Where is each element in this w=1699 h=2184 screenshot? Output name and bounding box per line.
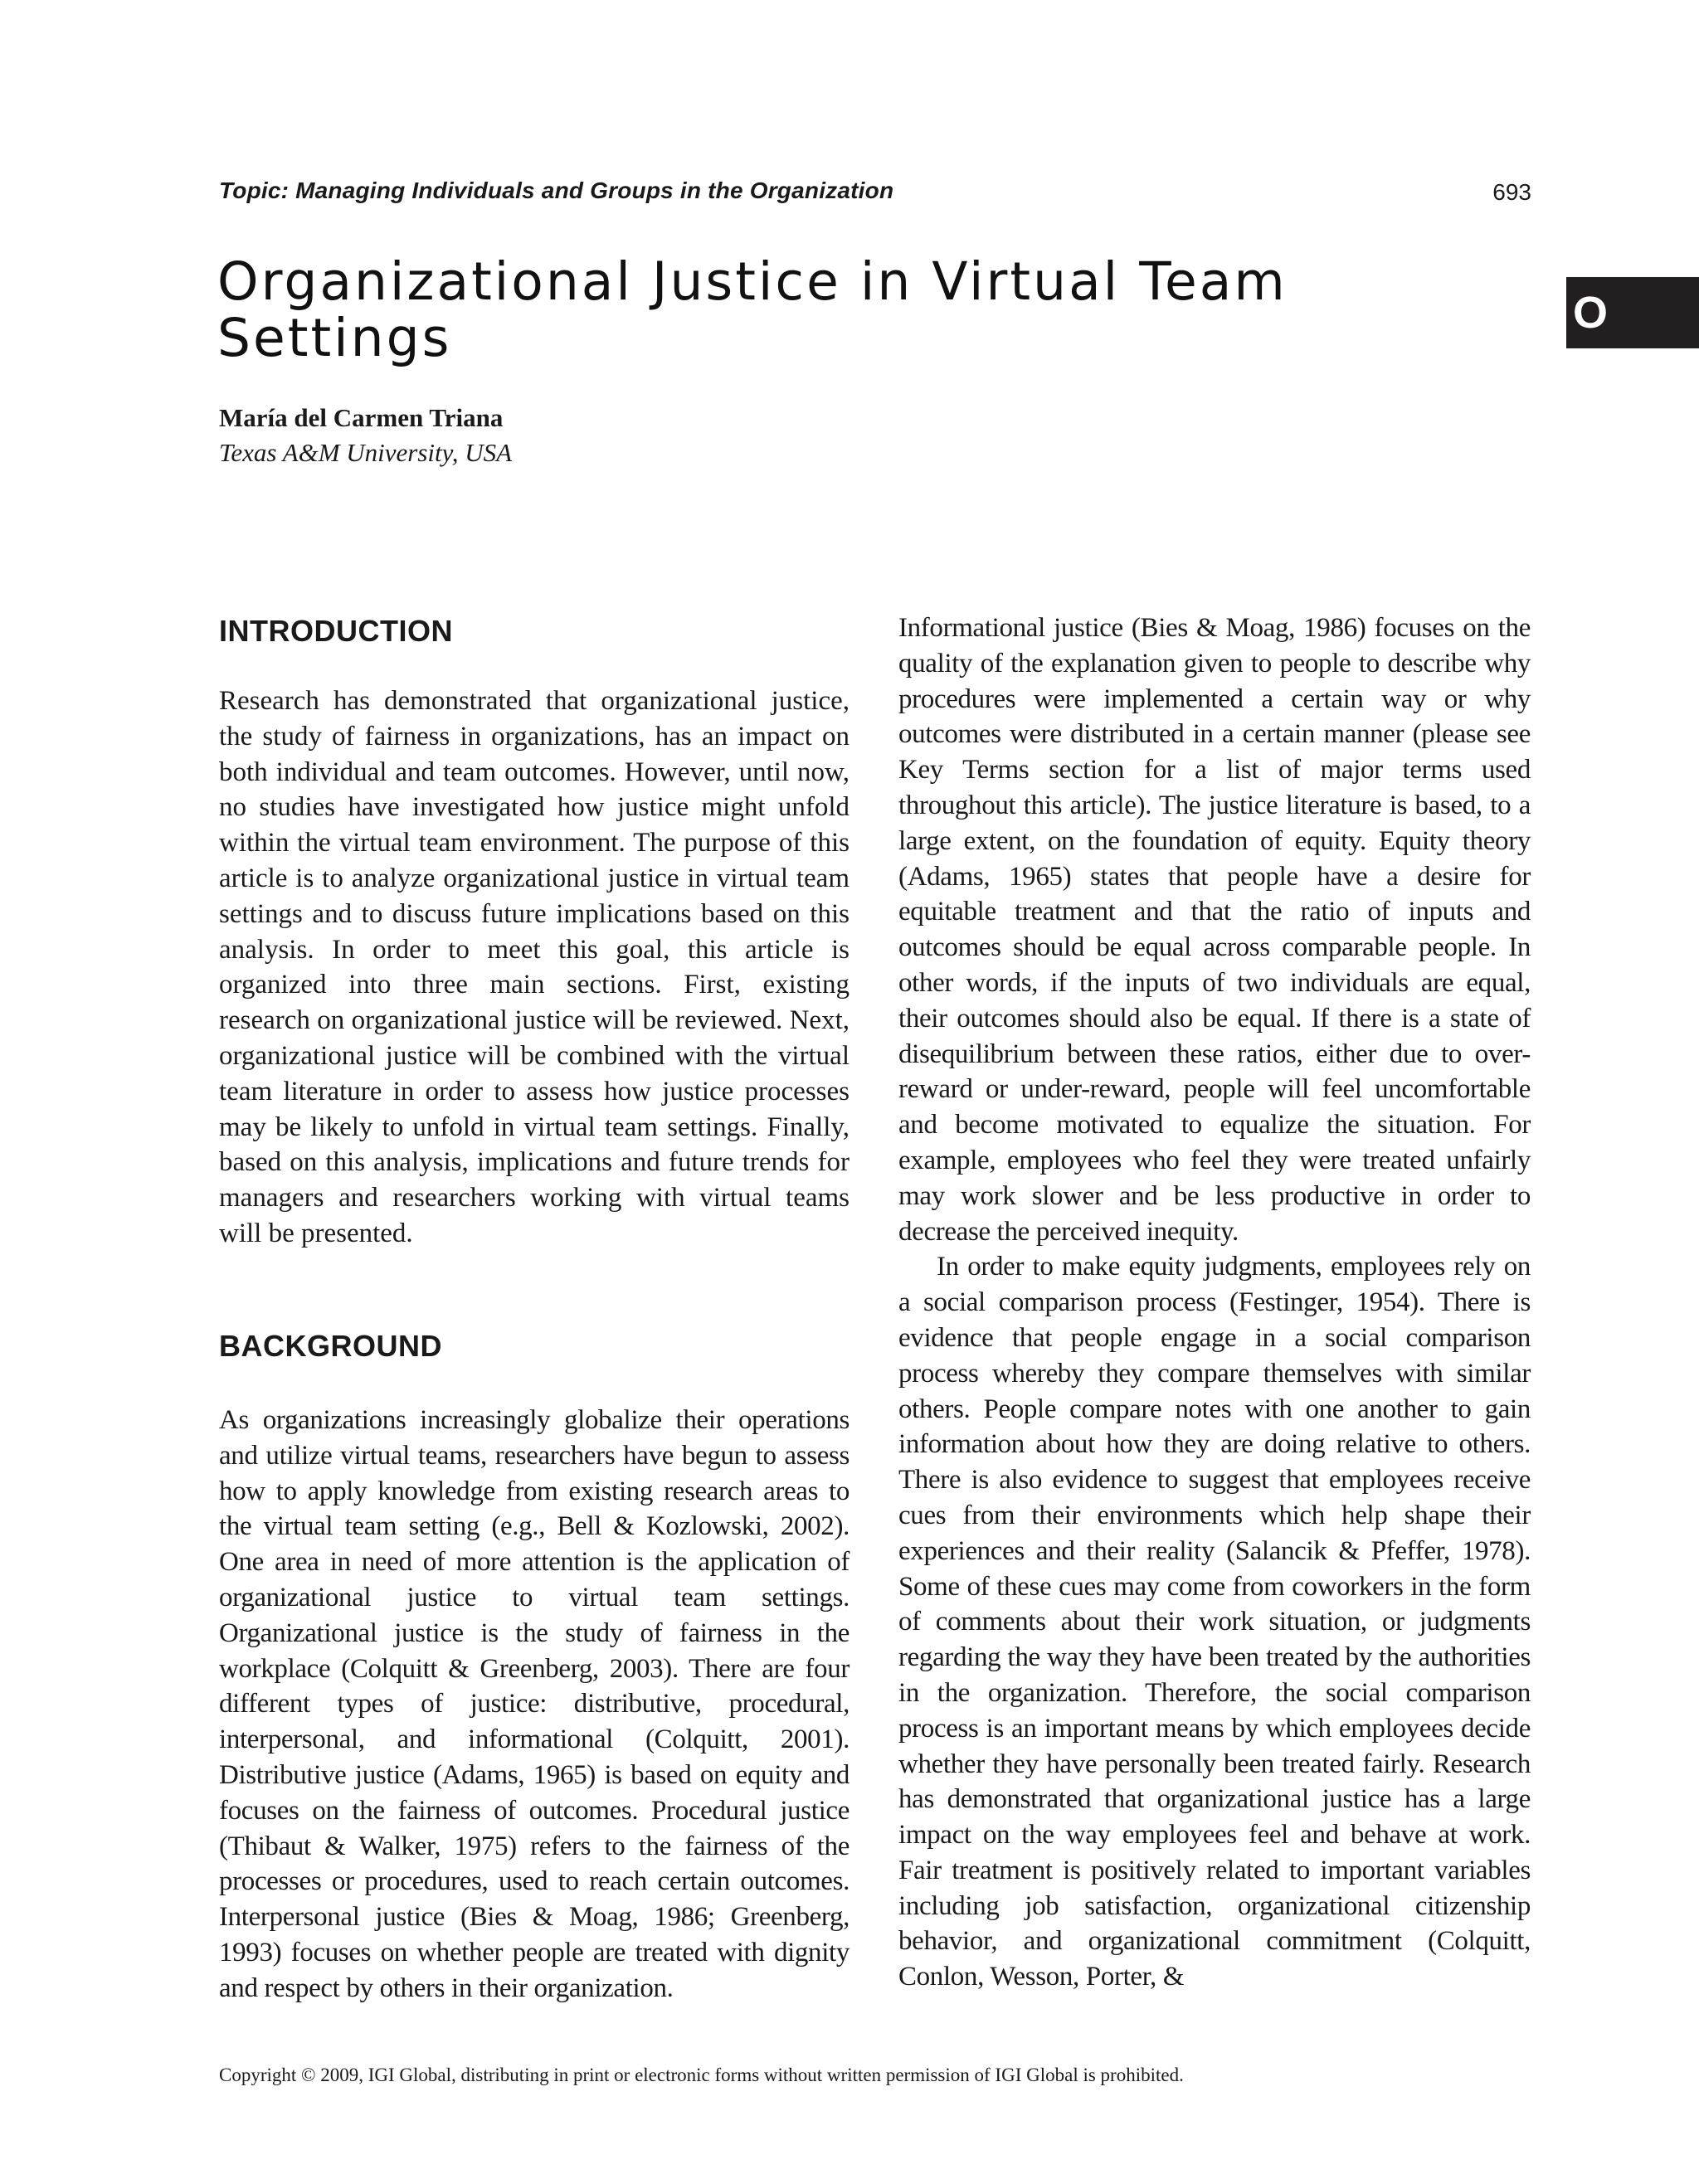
social-comparison-paragraph: In order to make equity judgments, employees rely on a social comparison process (Festinger, 1954). There is evidence that people engage in a social comparison process whereby they compare themselves with similar others. People compare notes with one another to gain information about how they are doing relative to others. There is also evidence to suggest that employees receive cues from their environments which help shape their experiences and their reality (Salancik & Pfeffer, 1978). Some of these cues may come from coworkers in the form of comments about their work situation, or judgments regarding the way they have been treated by the authorities in the organization. Therefore, the social comparison process is an important means by which employees decide whether they have personally been treated fairly. Research has demonstrated that organizational justice has a large impact on the way employees feel and behave at work. Fair treatment is positively related to important variables including job satisfaction, organizational citizenship behavior, and organizational commitment (Colquitt, Conlon, Wesson, Porter, & <box>898 1252 1531 1992</box>
introduction-paragraph: Research has demonstrated that organizational justice, the study of fairness in organizations, has an impact on both individual and team outcomes. However, until now, no studies have investigated how justice might unfold within the virtual team environment. The purpose of this article is to analyze organizational justice in virtual team settings and to discuss future implications based on this analysis. In order to meet this goal, this article is organized into three main sections. First, existing research on organizational justice will be reviewed. Next, organizational justice will be combined with the virtual team literature in order to assess how justice processes may be likely to unfold in virtual team settings. Finally, based on this analysis, implications and future trends for managers and researchers working with virtual teams will be presented. <box>219 686 850 1248</box>
author-name: María del Carmen Triana <box>219 403 504 432</box>
background-heading: BACKGROUND <box>219 1329 442 1363</box>
author-affiliation: Texas A&M University, USA <box>219 438 513 467</box>
background-paragraph: As organizations increasingly globalize their operations and utilize virtual teams, researchers have begun to assess how to apply knowledge from existing research areas to the virtual team setting (e.g., Bell & Kozlowski, 2002). One area in need of more attention is the application of organizational justice to virtual team settings. Organizational justice is the study of fairness in the workplace (Colquitt & Greenberg, 2003). There are four different types of justice: distributive, procedural, interpersonal, and informational (Colquitt, 2001). Distributive justice (Adams, 1965) is based on equity and focuses on the fairness of outcomes. Procedural justice (Thibaut & Walker, 1975) refers to the fairness of the processes or procedures, used to reach certain outcomes. Interpersonal justice (Bies & Moag, 1986; Greenberg, 1993) focuses on whether people are treated with dignity and respect by others in their organization. <box>219 1405 850 2003</box>
page-number: 693 <box>1492 179 1531 205</box>
article-title: Organizational Justice in Virtual Team Settings <box>217 251 1288 368</box>
running-head: Topic: Managing Individuals and Groups in the Organization <box>219 178 894 203</box>
background-column <box>219 1403 850 2006</box>
copyright-footer: Copyright © 2009, IGI Global, distributing in print or electronic forms without written permission of IGI Global is prohibited. <box>219 2065 1184 2085</box>
introduction-column <box>219 683 850 1252</box>
introduction-heading: INTRODUCTION <box>219 614 453 648</box>
section-thumb-tab: O <box>1566 277 1699 348</box>
informational-justice-paragraph: Informational justice (Bies & Moag, 1986) focuses on the quality of the explanation given to people to describe why procedures were implemented a certain way or why outcomes were distributed in a certain manner (please see Key Terms section for a list of major terms used throughout this article). The justice literature is based, to a large extent, on the foundation of equity. Equity theory (Adams, 1965) states that people have a desire for equitable treatment and that the ratio of inputs and outcomes should be equal across comparable people. In other words, if the inputs of two individuals are equal, their outcomes should also be equal. If there is a state of disequilibrium between these ratios, either due to over-reward or under-reward, people will feel uncomfortable and become motivated to equalize the situation. For example, employees who feel they were treated unfairly may work slower and be less productive in order to decrease the perceived inequity. <box>898 613 1531 1247</box>
right-column <box>898 610 1531 1995</box>
